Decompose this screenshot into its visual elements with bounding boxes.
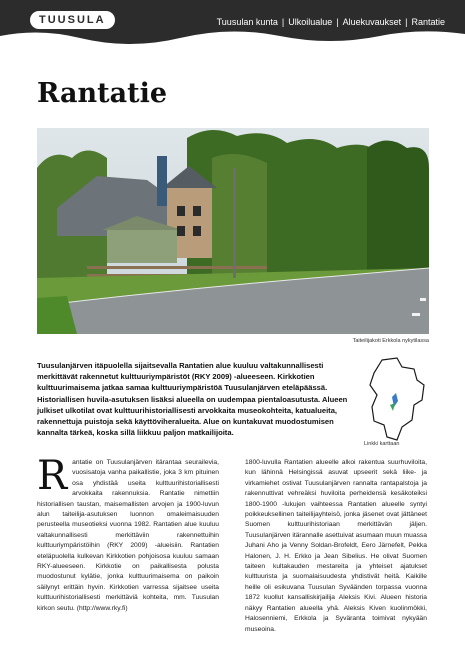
intro-text: Tuusulanjärven itäpuolella sijaitsevalla Rantatien alue kuuluu valtakunnallisesti merkittävät rakennetut kulttuuriympäristöt (RKY 2009) -alueeseen. Kirkkotien kulttuurimaisema jatkaa samaa kulttuuriympäristöä Tuusulanjärven eteläpäässä. Historiallisen huvila-asutuksen lisäksi alueella on uudempaa pientaloasutusta. Alueen julkiset ulkotilat ovat kulttuurihistoriallisesti arvokkaita museokohteita, katualueita, rakennettuja puistoja sekä käyttöviheralueita. Alue on kuntakuvat muodostumisen kannalta tärkeä, koska sillä liikkuu paljon matkailijoita. bbox=[37, 361, 348, 438]
body-column-left bbox=[37, 453, 219, 614]
map-link[interactable]: Linkki karttaan bbox=[364, 441, 400, 447]
breadcrumb-separator: | bbox=[405, 17, 408, 27]
breadcrumb-separator: | bbox=[281, 17, 285, 27]
page-title: Rantatie bbox=[37, 78, 168, 109]
body-column-right: 1800-luvulla Rantatien alueelle alkoi rakentua suurhuviloita, kun lähinnä Helsingissä asuvat upseerit sekä liike- ja virkamiehet ostivat Tuusulanjärven rannalta rantapalstoja ja rakennuttivat vehreäksi huviloita perheidensä kesäkoteiksi 1800-1900 -lukujen vaihteessa Rantatien alueelle syntyi poikkeuksellinen taiteilijayhteisö, jonka jäsenet ovat jättäneet Suomen kulttuurihistoriaan merkittävän jäljen. Tuusulanjärven itärannalle asettuivat asumaan muun muassa Juhani Aho ja Venny Soldan-Brofeldt, Eero Järnefelt, Pekka Halonen, J. H. Erkko ja Jean Sibelius. He olivat Suomen taiteen kultakauden mestareita ja yhteiset ajatukset kulttuurista ja suomalaisuudesta yhdistivät heitä. Kaikille heille oli esikuvana Tuusulan Syväänden torpassa vuonna 1872 kuollut kansalliskirjailija Aleksis Kivi. Alueen historia näkyy Rantatien alueella yhä. Aleksis Kiven kuolinmökki, Halosenniemi, Erkkola ja Syväranta toimivat nykyään museoina. bbox=[245, 459, 427, 633]
breadcrumb bbox=[217, 17, 445, 27]
tuusula-logo[interactable]: TUUSULA bbox=[30, 11, 115, 29]
drop-cap: R bbox=[37, 453, 68, 499]
site-header bbox=[0, 0, 465, 50]
photo-caption: Taiteilijakoti Erkkola nykytilassa bbox=[352, 338, 429, 344]
street-photo bbox=[37, 128, 429, 334]
region-map-icon[interactable] bbox=[362, 355, 432, 445]
body-text-left: antatie on Tuusulanjärven itärantaa seurailevia, vuosisatoja vanha paikallistie, joka 3 km pituinen osa yhdistää useita kulttuurihistoriallisesti arvokkaita rakennuksia. Rantatie nimettiin historiallisen taustan, maisemallisten arvojen ja 1900-luvun alun taiteilija-asutuksen luonnon omaleimaisuuden perusteella museotieksi vuonna 1982. Rantatien alue kuuluu valtakunnallisesti merkittäviin rakennettuihin kulttuuriympäristöihin (RKY 2009) -alueisiin. Rantatien eteläpuolella kulkevan Kirkkotien pohjoisosa kuuluu samaan RKY-alueeseen. Kirkkotie on paikallisesta polusta muodostunut kylätie, jonka kulttuurimaisema on paikoin säilynyt erittäin hyvin. Kirkkotien varressa sijaitsee useita kulttuurihistoriallisesti merkittäviä kohteita, mm. Tuusulan kirkon seutu. (http://www.rky.fi) bbox=[37, 459, 219, 612]
breadcrumb-item-rantatie[interactable]: Rantatie bbox=[411, 17, 445, 27]
breadcrumb-item-ulkoilualue[interactable]: Ulkoilualue bbox=[288, 17, 333, 27]
breadcrumb-item-aluekuvaukset[interactable]: Aluekuvaukset bbox=[342, 17, 402, 27]
breadcrumb-item-kunta[interactable]: Tuusulan kunta bbox=[216, 17, 278, 27]
breadcrumb-separator: | bbox=[336, 17, 339, 27]
